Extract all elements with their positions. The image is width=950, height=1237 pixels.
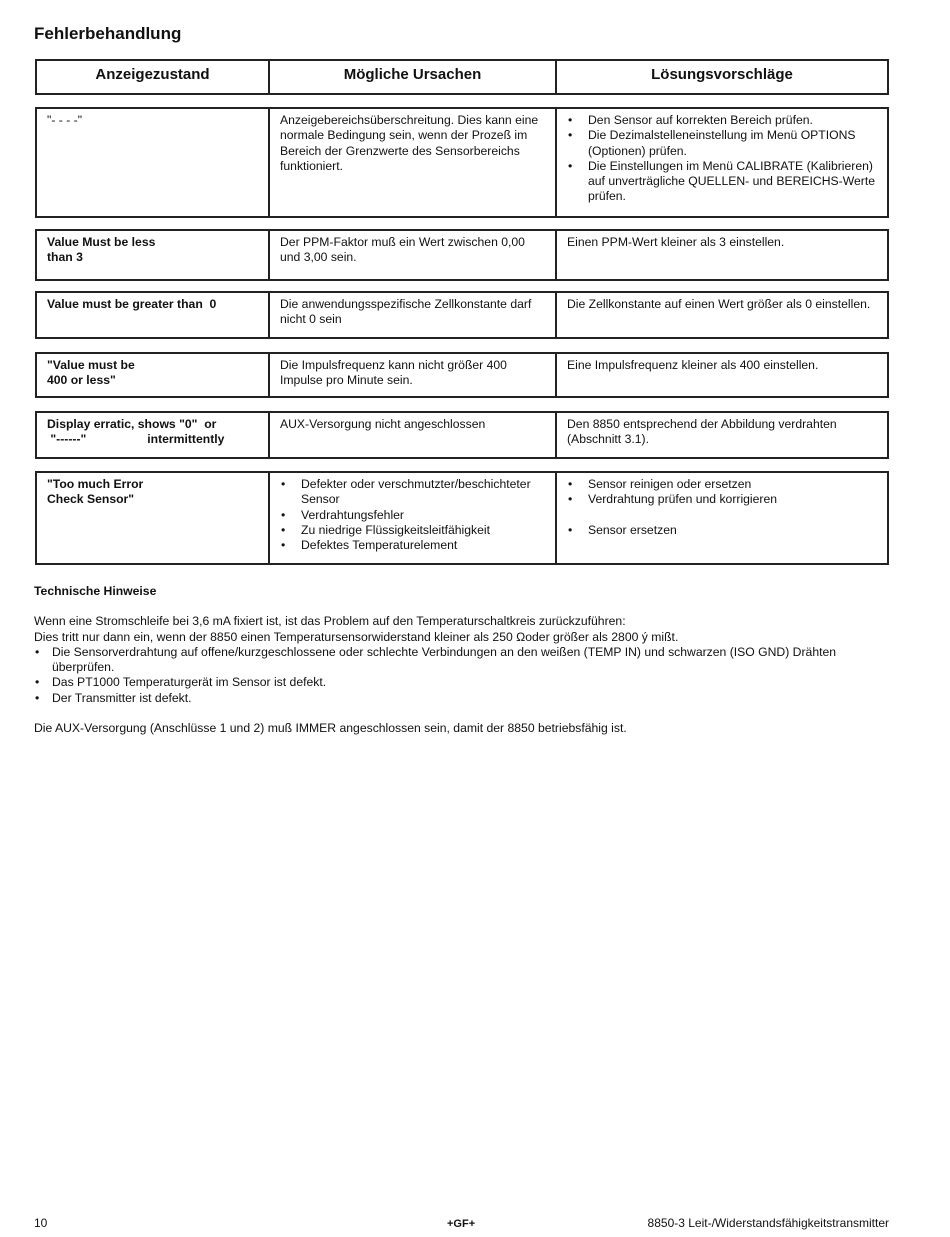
list-item: • Den Sensor auf korrekten Bereich prüfen. <box>567 113 877 128</box>
solutions-cell <box>557 293 887 337</box>
header-solutions: Lösungsvorschläge <box>651 66 793 83</box>
notes-heading: Technische Hinweise <box>34 584 157 598</box>
notes-final-paragraph: Die AUX-Versorgung (Anschlüsse 1 und 2) muß IMMER angeschlossen sein, damit der 8850 betriebsfähig ist. <box>34 721 627 736</box>
causes-cell <box>270 473 557 563</box>
solutions-cell <box>557 413 887 457</box>
symptom-text: Display erratic, shows "0" or "------" intermittently <box>47 417 225 447</box>
symptom-cell <box>37 354 270 396</box>
causes-cell <box>270 293 557 337</box>
gf-logo: +GF+ <box>447 1218 476 1230</box>
solutions-cell <box>557 231 887 279</box>
list-item: • Die Sensorverdrahtung auf offene/kurzgeschlossene oder schlechte Verbindungen an den weißen (TEMP IN) und schwarzen (ISO GND) Drähten überprüfen. <box>34 645 894 676</box>
table-row <box>35 107 889 218</box>
list-item: • Das PT1000 Temperaturgerät im Sensor ist defekt. <box>34 675 894 690</box>
causes-cell <box>270 109 557 216</box>
list-item: • Sensor ersetzen <box>567 523 877 538</box>
table-row <box>35 229 889 281</box>
symptom-text: Value must be greater than 0 <box>47 297 217 311</box>
cause-text: Anzeigebereichsüberschreitung. Dies kann eine normale Bedingung sein, wenn der Prozeß im Bereich der Grenzwerte des Sensorbereichs funktioniert. <box>280 113 539 173</box>
symptom-cell <box>37 293 270 337</box>
page-number: 10 <box>34 1216 48 1230</box>
symptom-cell <box>37 413 270 457</box>
list-item: • Zu niedrige Flüssigkeitsleitfähigkeit <box>280 523 545 538</box>
notes-paragraph: Wenn eine Stromschleife bei 3,6 mA fixiert ist, ist das Problem auf den Temperaturschaltkreis zurückzuführen: <box>34 614 626 629</box>
causes-cell <box>270 231 557 279</box>
header-causes: Mögliche Ursachen <box>270 61 557 93</box>
list-item: • Sensor reinigen oder ersetzen <box>567 477 877 492</box>
table-row <box>35 352 889 398</box>
symptom-cell <box>37 473 270 563</box>
list-item: • Defekter oder verschmutzter/beschichteter Sensor <box>280 477 545 508</box>
list-item: • Verdrahtung prüfen und korrigieren <box>567 492 877 507</box>
list-item: • Die Einstellungen im Menü CALIBRATE (Kalibrieren) auf unverträgliche QUELLEN- und BEREICHS-Werte prüfen. <box>567 159 877 205</box>
solution-text: Einen PPM-Wert kleiner als 3 einstellen. <box>567 235 785 249</box>
causes-cell <box>270 354 557 396</box>
cause-text: Die Impulsfrequenz kann nicht größer 400 Impulse pro Minute sein. <box>280 358 507 388</box>
table-header <box>35 59 889 95</box>
solutions-cell <box>557 473 887 563</box>
cause-text: Die anwendungsspezifische Zellkonstante darf nicht 0 sein <box>280 297 532 327</box>
cause-text: AUX-Versorgung nicht angeschlossen <box>280 417 486 431</box>
symptom-text: "- - - -" <box>47 113 83 127</box>
list-item: • Verdrahtungsfehler <box>280 508 545 523</box>
symptom-cell <box>37 109 270 216</box>
solution-text: Eine Impulsfrequenz kleiner als 400 einstellen. <box>567 358 819 372</box>
technical-notes <box>34 584 894 736</box>
solutions-list <box>567 477 877 538</box>
causes-cell <box>270 413 557 457</box>
notes-paragraph: Dies tritt nur dann ein, wenn der 8850 einen Temperatursensorwiderstand kleiner als 250 Ωoder größer als 2800 ý mißt. <box>34 629 679 644</box>
notes-list <box>34 645 894 706</box>
list-item: • Die Dezimalstelleneinstellung im Menü OPTIONS (Optionen) prüfen. <box>567 128 877 159</box>
symptom-text: Value Must be less than 3 <box>47 235 156 265</box>
solutions-cell <box>557 109 887 216</box>
symptom-cell <box>37 231 270 279</box>
table-row <box>35 471 889 565</box>
header-symptom: Anzeigezustand <box>37 61 270 93</box>
solutions-list <box>567 113 877 205</box>
page-title: Fehlerbehandlung <box>34 24 182 43</box>
solutions-cell <box>557 354 887 396</box>
table-row <box>35 291 889 339</box>
cause-text: Der PPM-Faktor muß ein Wert zwischen 0,00 und 3,00 sein. <box>280 235 525 265</box>
document-title: 8850-3 Leit-/Widerstandsfähigkeitstransmitter <box>647 1216 889 1230</box>
causes-list <box>280 477 545 553</box>
table-row <box>35 411 889 459</box>
solution-text: Die Zellkonstante auf einen Wert größer als 0 einstellen. <box>567 297 871 311</box>
symptom-text: "Too much Error Check Sensor" <box>47 477 144 507</box>
list-item: • Der Transmitter ist defekt. <box>34 691 894 706</box>
list-item: • Defektes Temperaturelement <box>280 538 545 553</box>
symptom-text: "Value must be 400 or less" <box>47 358 135 388</box>
solution-text: Den 8850 entsprechend der Abbildung verdrahten (Abschnitt 3.1). <box>567 417 837 447</box>
